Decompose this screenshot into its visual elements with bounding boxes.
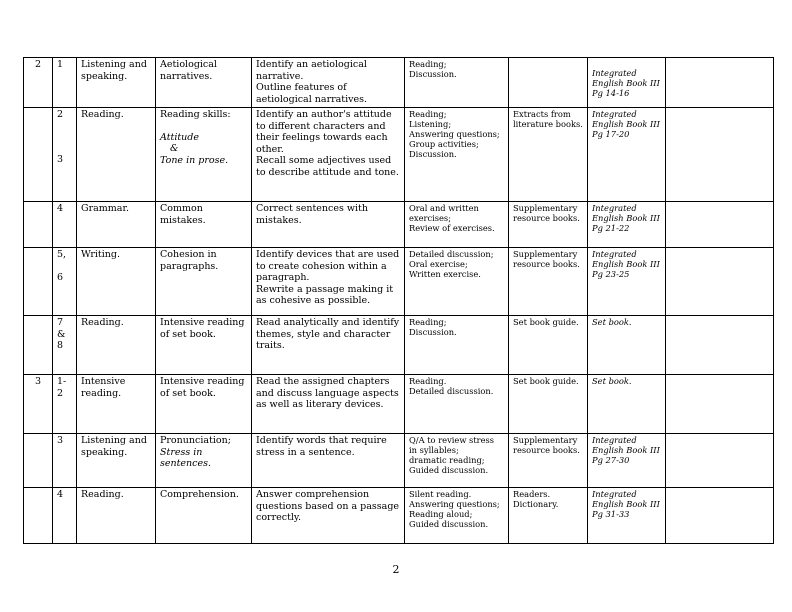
week-cell: 2 <box>24 58 53 108</box>
subtopic-cell: Intensive reading of set book. <box>156 375 252 434</box>
resources-cell: Supplementary resource books. <box>509 434 588 488</box>
table-row <box>24 316 774 375</box>
lesson-cell: 1 <box>53 58 77 108</box>
objective-line: Identify words that require stress in a sentence. <box>256 435 387 458</box>
activity-line: Reading. <box>409 376 447 386</box>
references-cell: Set book. <box>588 375 666 434</box>
activity-line: Reading; <box>409 59 447 69</box>
page-number: 2 <box>392 563 400 576</box>
lesson-number: & <box>57 328 66 340</box>
references-cell: Set book. <box>588 316 666 375</box>
objective-line: Identify devices that are used to create cohesion within a paragraph. <box>256 249 400 283</box>
subtopic-line: Attitude <box>160 131 200 143</box>
activity-line: Reading aloud; <box>409 509 473 519</box>
lesson-number: 1- <box>57 376 67 387</box>
activities-cell <box>405 488 509 544</box>
week-cell <box>24 488 53 544</box>
subtopic-line: & <box>170 143 179 154</box>
week-cell <box>24 248 53 316</box>
objectives-cell <box>252 248 405 316</box>
lesson-cell <box>53 316 77 375</box>
remarks-cell <box>666 248 774 316</box>
subtopic-cell: Comprehension. <box>156 488 252 544</box>
activity-line: dramatic reading; <box>409 455 485 465</box>
subtopic-cell <box>156 434 252 488</box>
references-cell: Integrated English Book III Pg 14-16 <box>588 58 666 108</box>
table-row <box>24 375 774 434</box>
week-cell <box>24 202 53 248</box>
objectives-cell <box>252 202 405 248</box>
lesson-number: 3 <box>57 153 64 165</box>
objective-line: Identify an aetiological narrative. <box>256 59 367 82</box>
references-cell: Integrated English Book III Pg 17-20 <box>588 108 666 202</box>
remarks-cell <box>666 202 774 248</box>
activity-line: Reading; <box>409 317 447 327</box>
activities-cell <box>405 375 509 434</box>
objective-line: Recall some adjectives used to describe attitude and tone. <box>256 155 399 178</box>
resources-cell: Set book guide. <box>509 375 588 434</box>
objective-line: Answer comprehension questions based on a passage correctly. <box>256 489 400 523</box>
references-cell: Integrated English Book III Pg 31-33 <box>588 488 666 544</box>
table-row <box>24 58 774 108</box>
table-row <box>24 248 774 316</box>
resources-cell: Set book guide. <box>509 316 588 375</box>
resources-cell: Readers. Dictionary. <box>509 488 588 544</box>
objective-line: Outline features of aetiological narratives. <box>256 82 368 105</box>
lesson-cell <box>53 375 77 434</box>
subtopic-cell: Cohesion in paragraphs. <box>156 248 252 316</box>
lesson-number: 6 <box>57 271 64 283</box>
resources-cell: Supplementary resource books. <box>509 202 588 248</box>
lesson-cell <box>53 108 77 202</box>
lesson-cell: 4 <box>53 488 77 544</box>
lesson-number: 2 <box>57 387 64 399</box>
activity-line: Detailed discussion; <box>409 249 494 259</box>
activity-line: Reading; <box>409 109 447 119</box>
table-row <box>24 108 774 202</box>
activity-line: Discussion. <box>409 327 457 337</box>
activity-line: Group activities; <box>409 139 479 149</box>
table-row <box>24 202 774 248</box>
activity-line: Guided discussion. <box>409 519 489 529</box>
week-cell <box>24 434 53 488</box>
lesson-number: 5, <box>57 249 67 260</box>
activity-line: Answering questions; <box>409 129 500 139</box>
lesson-cell: 3 <box>53 434 77 488</box>
topic-cell: Grammar. <box>77 202 156 248</box>
activity-line: Discussion. <box>409 69 457 79</box>
week-cell <box>24 108 53 202</box>
subtopic-title: Pronunciation; <box>160 435 231 446</box>
remarks-cell <box>666 58 774 108</box>
objective-line: Identify an author's attitude to different characters and their feelings towards each other. <box>256 109 392 155</box>
objectives-cell <box>252 58 405 108</box>
week-cell: 3 <box>24 375 53 434</box>
activities-cell <box>405 434 509 488</box>
objectives-cell <box>252 316 405 375</box>
topic-cell: Writing. <box>77 248 156 316</box>
topic-cell: Reading. <box>77 488 156 544</box>
activity-line: Oral and written exercises; <box>409 203 479 223</box>
topic-cell: Reading. <box>77 108 156 202</box>
resources-cell <box>509 58 588 108</box>
activity-line: Review of exercises. <box>409 223 495 233</box>
activities-cell <box>405 108 509 202</box>
activity-line: Listening; <box>409 119 452 129</box>
resources-cell: Supplementary resource books. <box>509 248 588 316</box>
scheme-of-work-table <box>23 57 774 544</box>
activities-cell <box>405 202 509 248</box>
references-cell: Integrated English Book III Pg 27-30 <box>588 434 666 488</box>
remarks-cell <box>666 375 774 434</box>
remarks-cell <box>666 434 774 488</box>
remarks-cell <box>666 488 774 544</box>
activity-line: Q/A to review stress in syllables; <box>409 435 495 455</box>
remarks-cell <box>666 316 774 375</box>
resources-cell: Extracts from literature books. <box>509 108 588 202</box>
subtopic-cell: Intensive reading of set book. <box>156 316 252 375</box>
week-cell <box>24 316 53 375</box>
topic-cell: Reading. <box>77 316 156 375</box>
references-cell: Integrated English Book III Pg 21-22 <box>588 202 666 248</box>
activity-line: Silent reading. <box>409 489 472 499</box>
table-row <box>24 434 774 488</box>
topic-cell: Intensive reading. <box>77 375 156 434</box>
activity-line: Detailed discussion. <box>409 386 494 396</box>
subtopic-line: Tone in prose. <box>160 154 229 166</box>
references-cell: Integrated English Book III Pg 23-25 <box>588 248 666 316</box>
objectives-cell <box>252 375 405 434</box>
activity-line: Discussion. <box>409 149 457 159</box>
subtopic-cell: Common mistakes. <box>156 202 252 248</box>
subtopic-title: Reading skills: <box>160 109 231 120</box>
lesson-number: 7 <box>57 317 64 328</box>
lesson-cell <box>53 248 77 316</box>
objective-line: Rewrite a passage making it as cohesive as possible. <box>256 283 394 306</box>
subtopic-cell <box>156 108 252 202</box>
lesson-number: 8 <box>57 340 64 351</box>
activity-line: Guided discussion. <box>409 465 489 475</box>
topic-cell: Listening and speaking. <box>77 58 156 108</box>
remarks-cell <box>666 108 774 202</box>
activity-line: Written exercise. <box>409 269 481 279</box>
table-row <box>24 488 774 544</box>
topic-cell: Listening and speaking. <box>77 434 156 488</box>
subtopic-line: Stress in sentences. <box>160 446 212 469</box>
activities-cell <box>405 316 509 375</box>
objective-line: Read the assigned chapters and discuss language aspects as well as literary devices. <box>256 376 399 410</box>
activities-cell <box>405 248 509 316</box>
subtopic-cell: Aetiological narratives. <box>156 58 252 108</box>
activities-cell <box>405 58 509 108</box>
activity-line: Oral exercise; <box>409 259 468 269</box>
objectives-cell <box>252 108 405 202</box>
lesson-number: 2 <box>57 109 64 120</box>
objectives-cell <box>252 488 405 544</box>
activity-line: Answering questions; <box>409 499 500 509</box>
objective-line: Correct sentences with mistakes. <box>256 203 368 226</box>
objective-line: Read analytically and identify themes, style and character traits. <box>256 317 400 351</box>
lesson-cell: 4 <box>53 202 77 248</box>
objectives-cell <box>252 434 405 488</box>
